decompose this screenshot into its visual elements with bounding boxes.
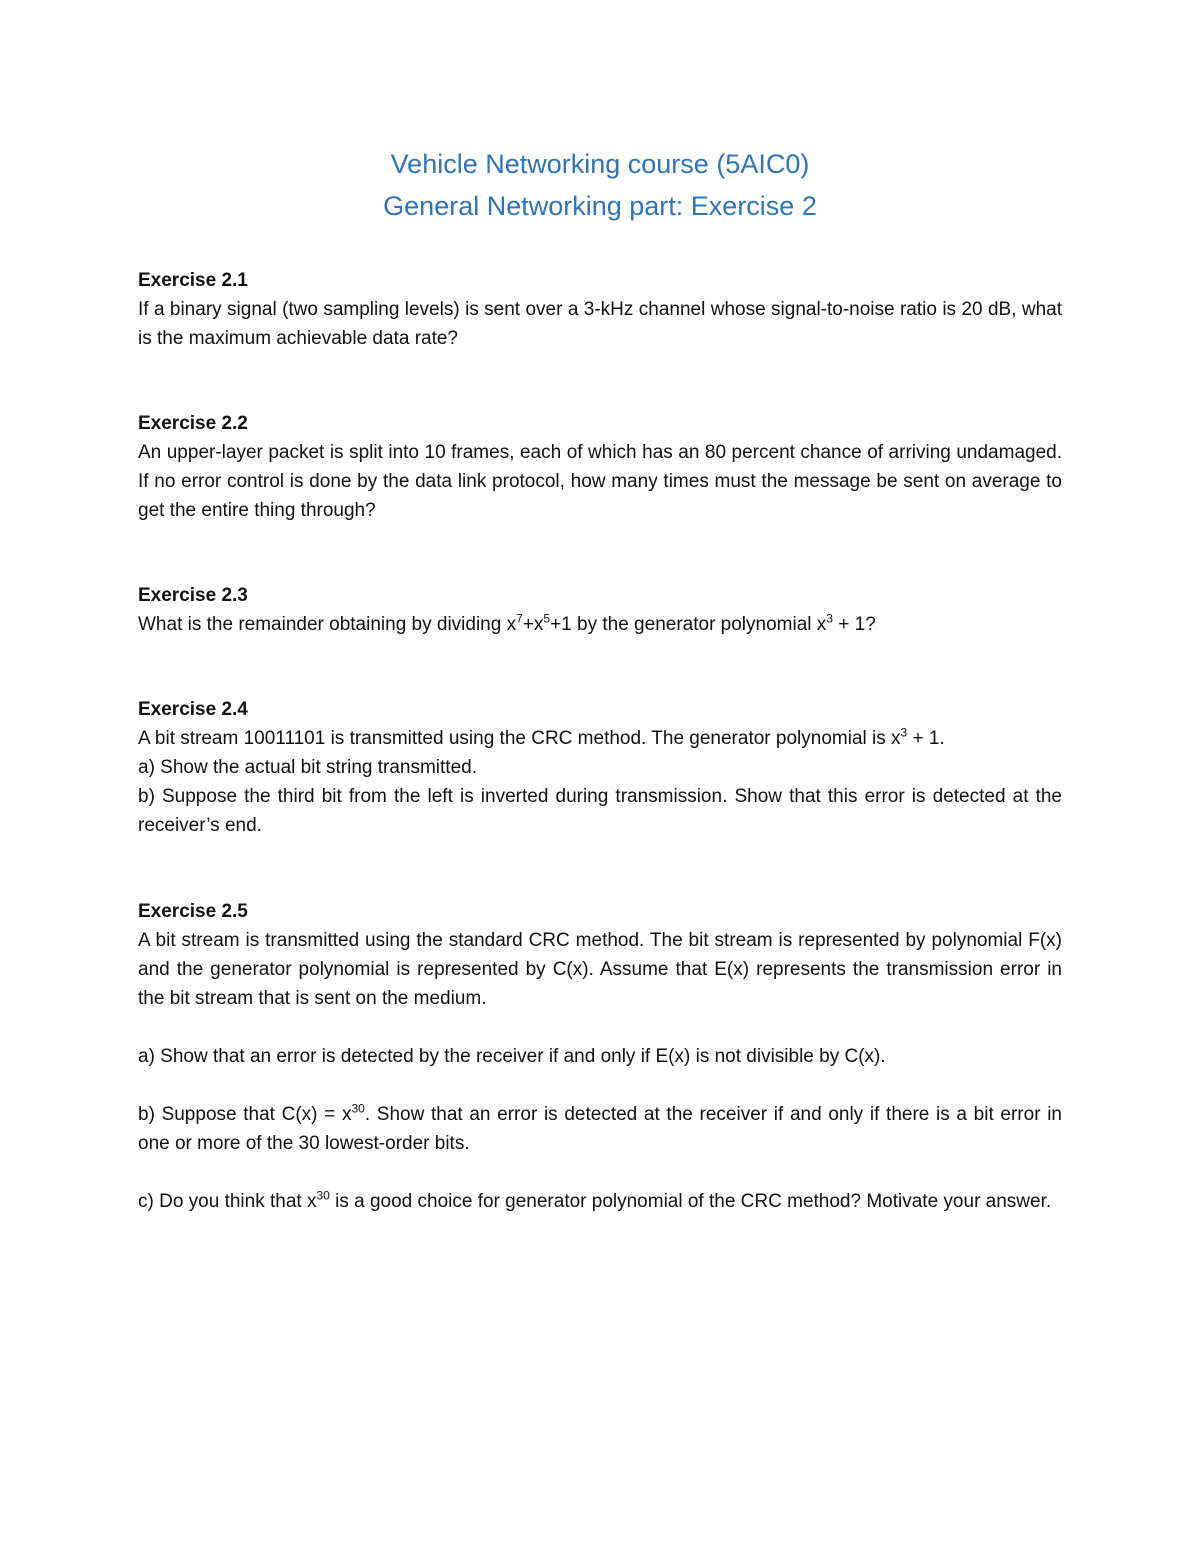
title-line-1: Vehicle Networking course (5AIC0) bbox=[390, 149, 810, 179]
exercise-text: What is the remainder obtaining by dividing $x^7+x^5+1$ by the generator polynomial $x^3 + 1$? bbox=[138, 611, 876, 635]
exercise-2-4 bbox=[138, 695, 1062, 840]
exercise-text: If a binary signal (two sampling levels) is sent over a 3-kHz channel whose signal-to-noise ratio is 20 dB, what is the maximum achievable data rate? bbox=[138, 299, 1062, 349]
exercise-heading: Exercise 2.3 bbox=[138, 585, 248, 606]
exercise-part-c: c) Do you think that $x^{30}$ is a good choice for generator polynomial of the CRC method? Motivate your answer. bbox=[138, 1188, 1052, 1212]
exercise-heading: Exercise 2.2 bbox=[138, 413, 248, 434]
exercise-heading: Exercise 2.5 bbox=[138, 901, 248, 922]
exercise-text: An upper-layer packet is split into 10 frames, each of which has an 80 percent chance of arriving undamaged. If no error control is done by the data link protocol, how many times must the message be sent on average to get the entire thing through? bbox=[138, 442, 1062, 521]
exercise-part-a: a) Show the actual bit string transmitted. bbox=[138, 757, 477, 778]
title-line-2: General Networking part: Exercise 2 bbox=[383, 191, 817, 221]
exercise-intro: A bit stream is transmitted using the standard CRC method. The bit stream is represented by polynomial F(x) and the generator polynomial is represented by C(x). Assume that E(x) represents the transmission error in the bit stream that is sent on the medium. bbox=[138, 930, 1062, 1009]
exercise-part-b: b) Suppose that $C(x) = x^{30}$. Show that an error is detected at the receiver if and only if there is a bit error in one or more of the 30 lowest-order bits. bbox=[138, 1101, 1062, 1154]
exercise-heading: Exercise 2.4 bbox=[138, 699, 248, 720]
exercise-text: A bit stream 10011101 is transmitted using the CRC method. The generator polynomial is $x^3 + 1$. bbox=[138, 725, 945, 749]
document-title bbox=[0, 143, 1200, 227]
exercise-part-b: b) Suppose the third bit from the left is inverted during transmission. Show that this error is detected at the receiver’s end. bbox=[138, 786, 1062, 836]
exercise-part-a: a) Show that an error is detected by the receiver if and only if E(x) is not divisible by C(x). bbox=[138, 1046, 886, 1067]
exercise-heading: Exercise 2.1 bbox=[138, 270, 248, 291]
exercise-2-5 bbox=[138, 897, 1062, 1216]
exercise-2-2 bbox=[138, 409, 1062, 525]
exercise-list bbox=[138, 266, 1062, 1216]
exercise-2-1 bbox=[138, 266, 1062, 353]
exercise-2-3 bbox=[138, 581, 1062, 639]
